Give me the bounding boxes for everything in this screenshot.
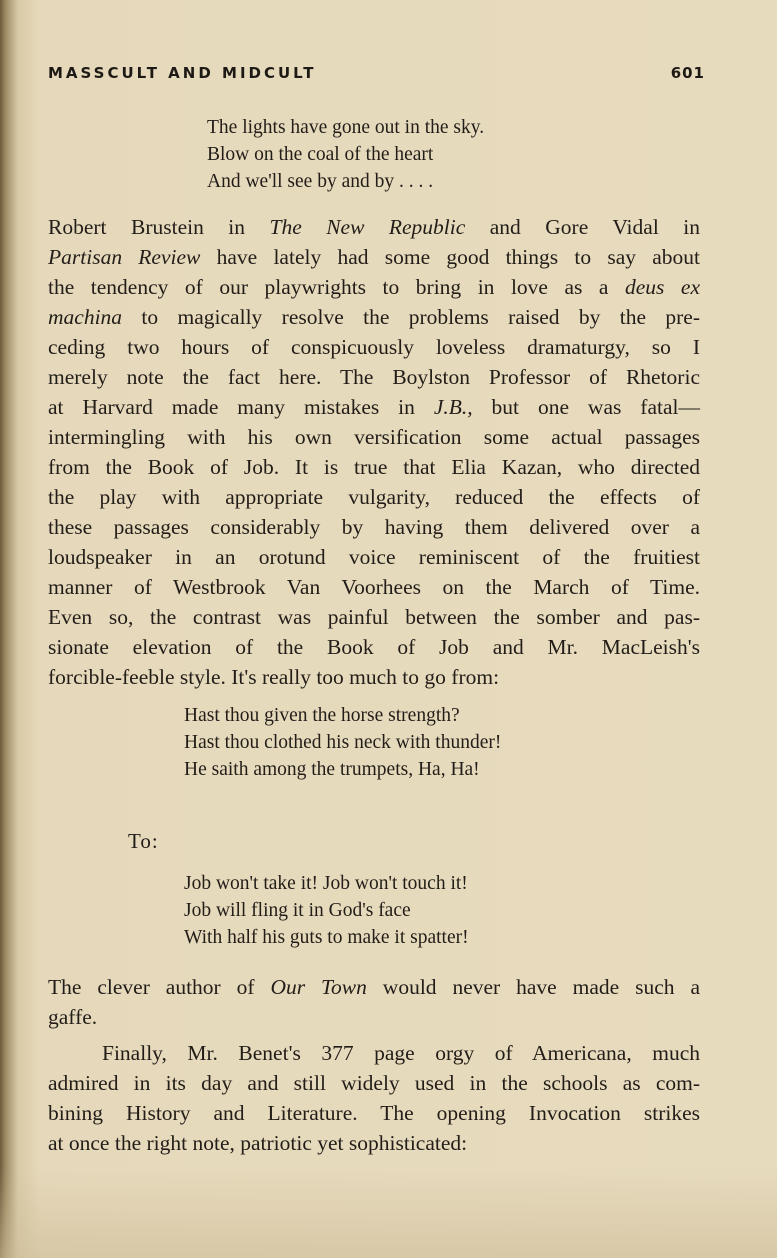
title-partisan-review: Partisan Review [48, 245, 201, 269]
text-line: machina to magically resolve the problems raised by the pre- [48, 305, 700, 329]
to-label: To: [128, 829, 159, 853]
text-line: these passages considerably by having them delivered over a [48, 515, 700, 539]
verse-line: Job will fling it in God's face [184, 900, 411, 921]
title-new-republic: The New Republic [269, 215, 466, 239]
verse-line: And we'll see by and by . . . . [207, 171, 434, 192]
text-line: the tendency of our playwrights to bring in love as a deus ex [48, 275, 700, 299]
verse-quote-macleish [184, 870, 469, 951]
word-machina: machina [48, 305, 123, 329]
text-line: the play with appropriate vulgarity, reduced the effects of [48, 485, 700, 509]
text-line: Partisan Review have lately had some good things to say about [48, 245, 701, 269]
verse-line: The lights have gone out in the sky. [207, 117, 485, 138]
paragraph-our-town [48, 972, 700, 1032]
verse-line: Job won't take it! Job won't touch it! [184, 873, 468, 894]
title-jb: J.B., [433, 395, 473, 419]
text-line: Robert Brustein in The New Republic and Gore Vidal in [48, 215, 700, 239]
text-line: admired in its day and still widely used in the schools as com- [48, 1071, 700, 1095]
verse-line: Blow on the coal of the heart [207, 144, 434, 165]
text-line: at once the right note, patriotic yet sophisticated: [48, 1131, 468, 1155]
text-line: gaffe. [48, 1005, 98, 1029]
verse-line: Hast thou clothed his neck with thunder! [184, 732, 502, 753]
text-line: ceding two hours of conspicuously loveless dramaturgy, so I [48, 335, 700, 359]
text-line: manner of Westbrook Van Voorhees on the March of Time. [48, 575, 700, 599]
text-line: Finally, Mr. Benet's 377 page orgy of Americana, much [102, 1041, 700, 1065]
paragraph-benet [48, 1038, 700, 1158]
text-line: loudspeaker in an orotund voice reminiscent of the fruitiest [48, 545, 700, 569]
running-title: MASSCULT AND MIDCULT [48, 64, 317, 82]
text-line: merely note the fact here. The Boylston Professor of Rhetoric [48, 365, 700, 389]
text-line: The clever author of Our Town would never have made such a [48, 975, 701, 999]
text-line: sionate elevation of the Book of Job and Mr. MacLeish's [48, 635, 700, 659]
text-line: at Harvard made many mistakes in J.B., but one was fatal— [48, 395, 700, 419]
phrase-deus-ex: deus ex [624, 275, 700, 299]
text-line: bining History and Literature. The opening Invocation strikes [48, 1101, 700, 1125]
title-our-town: Our Town [270, 975, 367, 999]
text-line: forcible-feeble style. It's really too much to go from: [48, 665, 500, 689]
verse-line: He saith among the trumpets, Ha, Ha! [184, 759, 480, 780]
verse-line: Hast thou given the horse strength? [184, 705, 460, 726]
verse-quote-1 [207, 114, 484, 195]
text-line: intermingling with his own versification some actual passages [48, 425, 700, 449]
paragraph-brustein [48, 212, 700, 692]
verse-quote-job [184, 702, 501, 783]
text-line: Even so, the contrast was painful between the somber and pas- [48, 605, 700, 629]
page-number: 601 [670, 64, 705, 82]
verse-line: With half his guts to make it spatter! [184, 927, 469, 948]
text-line: from the Book of Job. It is true that Elia Kazan, who directed [48, 455, 700, 479]
running-head [48, 64, 705, 84]
